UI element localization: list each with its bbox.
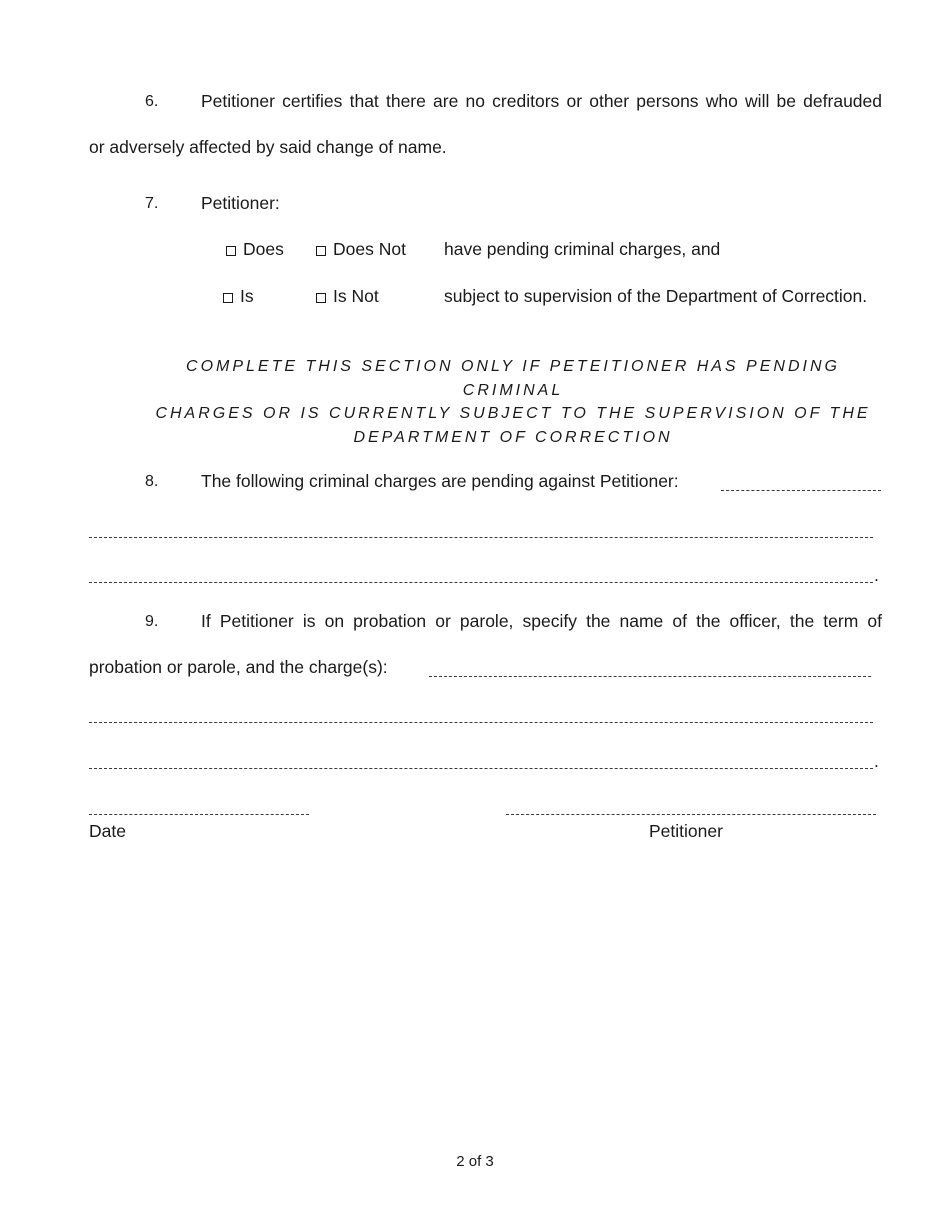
item-6-line1: Petitioner certifies that there are no creditors or other persons who will be defrauded xyxy=(201,91,882,111)
checkbox-does-not[interactable] xyxy=(316,238,406,260)
checkbox-does-label: Does xyxy=(243,239,284,259)
checkbox-does[interactable] xyxy=(226,238,284,260)
petitioner-label: Petitioner xyxy=(649,821,723,841)
checkbox-is-box[interactable] xyxy=(223,293,233,303)
item-6-number: 6. xyxy=(145,93,159,110)
item-9-line2: probation or parole, and the charge(s): xyxy=(89,657,388,677)
item-9-number: 9. xyxy=(145,613,159,630)
item-8-text: The following criminal charges are pending against Petitioner: xyxy=(201,471,679,491)
checkbox-does-box[interactable] xyxy=(226,246,236,256)
notice-line-1: COMPLETE THIS SECTION ONLY IF PETEITIONER HAS PENDING CRIMINAL xyxy=(186,358,840,399)
pending-charges-line-1[interactable] xyxy=(721,490,881,491)
item-8-number: 8. xyxy=(145,473,159,490)
probation-line-3[interactable] xyxy=(89,768,873,769)
checkbox-does-not-box[interactable] xyxy=(316,246,326,256)
pending-charges-text: have pending criminal charges, and xyxy=(444,239,721,259)
notice-line-2: CHARGES OR IS CURRENTLY SUBJECT TO THE SUPERVISION OF THE xyxy=(155,405,871,422)
item-9-line1: If Petitioner is on probation or parole, specify the name of the officer, the term of xyxy=(201,611,882,631)
supervision-text: subject to supervision of the Department of Correction. xyxy=(444,286,868,306)
checkbox-is-not[interactable] xyxy=(316,285,379,307)
notice-line-3: DEPARTMENT OF CORRECTION xyxy=(353,428,673,446)
checkbox-is-not-label: Is Not xyxy=(333,286,379,306)
section-notice xyxy=(150,355,876,449)
item-9-end-mark: . xyxy=(874,751,879,771)
date-signature-line[interactable] xyxy=(89,814,309,815)
date-label: Date xyxy=(89,821,126,841)
checkbox-is[interactable] xyxy=(223,285,254,307)
pending-charges-line-2[interactable] xyxy=(89,537,873,538)
page-number: 2 of 3 xyxy=(456,1153,494,1170)
probation-line-1[interactable] xyxy=(429,676,871,677)
checkbox-does-not-label: Does Not xyxy=(333,239,406,259)
item-8-end-mark: . xyxy=(874,565,879,585)
pending-charges-line-3[interactable] xyxy=(89,582,873,583)
item-6-line2: or adversely affected by said change of name. xyxy=(89,137,447,157)
item-7-label: Petitioner: xyxy=(201,193,280,213)
petitioner-signature-line[interactable] xyxy=(506,814,876,815)
checkbox-is-label: Is xyxy=(240,286,254,306)
probation-line-2[interactable] xyxy=(89,722,873,723)
item-7-number: 7. xyxy=(145,195,159,212)
checkbox-is-not-box[interactable] xyxy=(316,293,326,303)
